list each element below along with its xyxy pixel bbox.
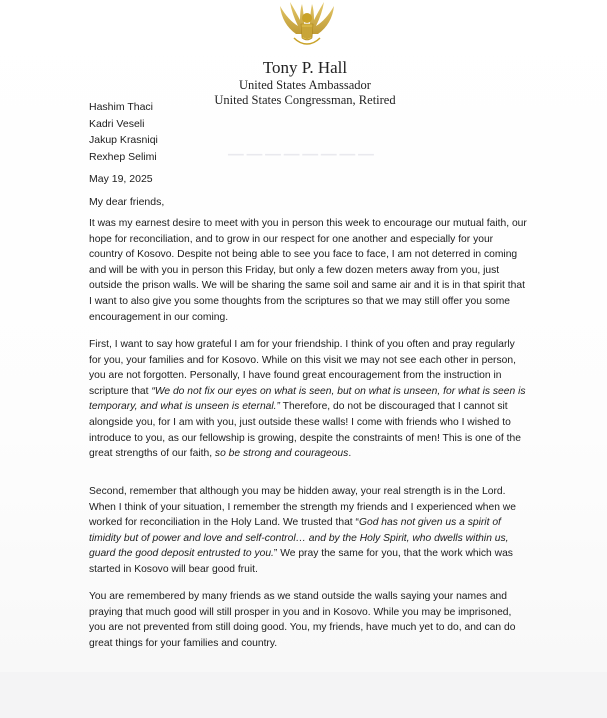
- sender-subtitle: United States Congressman, Retired: [214, 93, 396, 107]
- scripture-quote: God has not given us a spirit of timidity but of power and love and self-control… and by the Holy Spirit, who dwells within us, guard the good deposit entrusted to you.: [89, 517, 509, 560]
- recipient-name: Kadri Veseli: [89, 117, 145, 130]
- paragraph-text: .: [348, 448, 352, 460]
- paragraph-text: First, I want to say how grateful I am for your friendship. I think of you often and pray regularly for you, your families and for Kosovo. While on this visit we may not see each other in person, you are not forgotten. Personally, I have found great encouragement from the instruction in scripture that: [89, 339, 516, 397]
- paragraph-text: It was my earnest desire to meet with you in person this week to encourage our mutual faith, our hope for reconciliation, and to grow in our respect for one another and especially for your country of Kosovo. Despite not being able to see you face to face, I am not deterred in coming and will be with you in person this Friday, but only a few dozen meters away from you, just outside the prison walls. We will be sharing the same soil and same air and it is in that spirit that I want to also give you some thoughts from the scriptures so that we may still offer you some encouragement in our coming.: [89, 218, 527, 323]
- recipient-name: Jakup Krasniqi: [89, 134, 158, 146]
- eagle-seal-icon: [278, 0, 336, 46]
- recipient-name: Hashim Thaci: [89, 101, 153, 113]
- paragraph-text: You are remembered by many friends as we stand outside the walls saying your names and praying that much good will still prosper in you and in Kosovo. While you may be imprisoned, you are not prevented from still doing good. You, my friends, have much yet to do, and can do great things for your families and country.: [89, 591, 516, 649]
- emphasis-text: so be strong and courageous: [214, 448, 349, 460]
- sender-name: Tony P. Hall: [262, 58, 348, 77]
- paragraph-text: ” We pray the same for you, that the work which was started in Kosovo will bear good fruit.: [89, 548, 513, 575]
- letter-date: May 19, 2025: [89, 173, 153, 185]
- salutation: My dear friends,: [89, 196, 165, 208]
- bleed-through-watermark: ────────: [228, 143, 377, 168]
- scripture-quote: “We do not fix our eyes on what is seen, but on what is unseen, for what is seen is temporary, and what is unseen is eternal.”: [89, 385, 526, 413]
- paragraph-4: [89, 589, 529, 651]
- sender-title: United States Ambassador: [239, 78, 371, 92]
- paragraph-text: Second, remember that although you may be hidden away, your real strength is in the Lord. When I think of your situation, I remember the strength my friends and I experienced when we worked for reconciliation in the Holy Land. We trusted that “: [89, 486, 516, 529]
- page-bottom-margin: [0, 672, 607, 718]
- recipient-name: Rexhep Selimi: [89, 150, 157, 163]
- recipient-list: [89, 99, 158, 165]
- paragraph-3: [89, 484, 529, 578]
- paragraph-text: Therefore, do not be discouraged that I cannot sit alongside you, for I am with you, just outside these walls! I come with friends who I wished to introduce to you, as our fellowship is growing, despite the constraints of men! This is one of the great strengths of our faith,: [89, 401, 521, 460]
- paragraph-1: [89, 216, 529, 325]
- paragraph-2: [89, 337, 529, 462]
- letterhead: [150, 58, 460, 108]
